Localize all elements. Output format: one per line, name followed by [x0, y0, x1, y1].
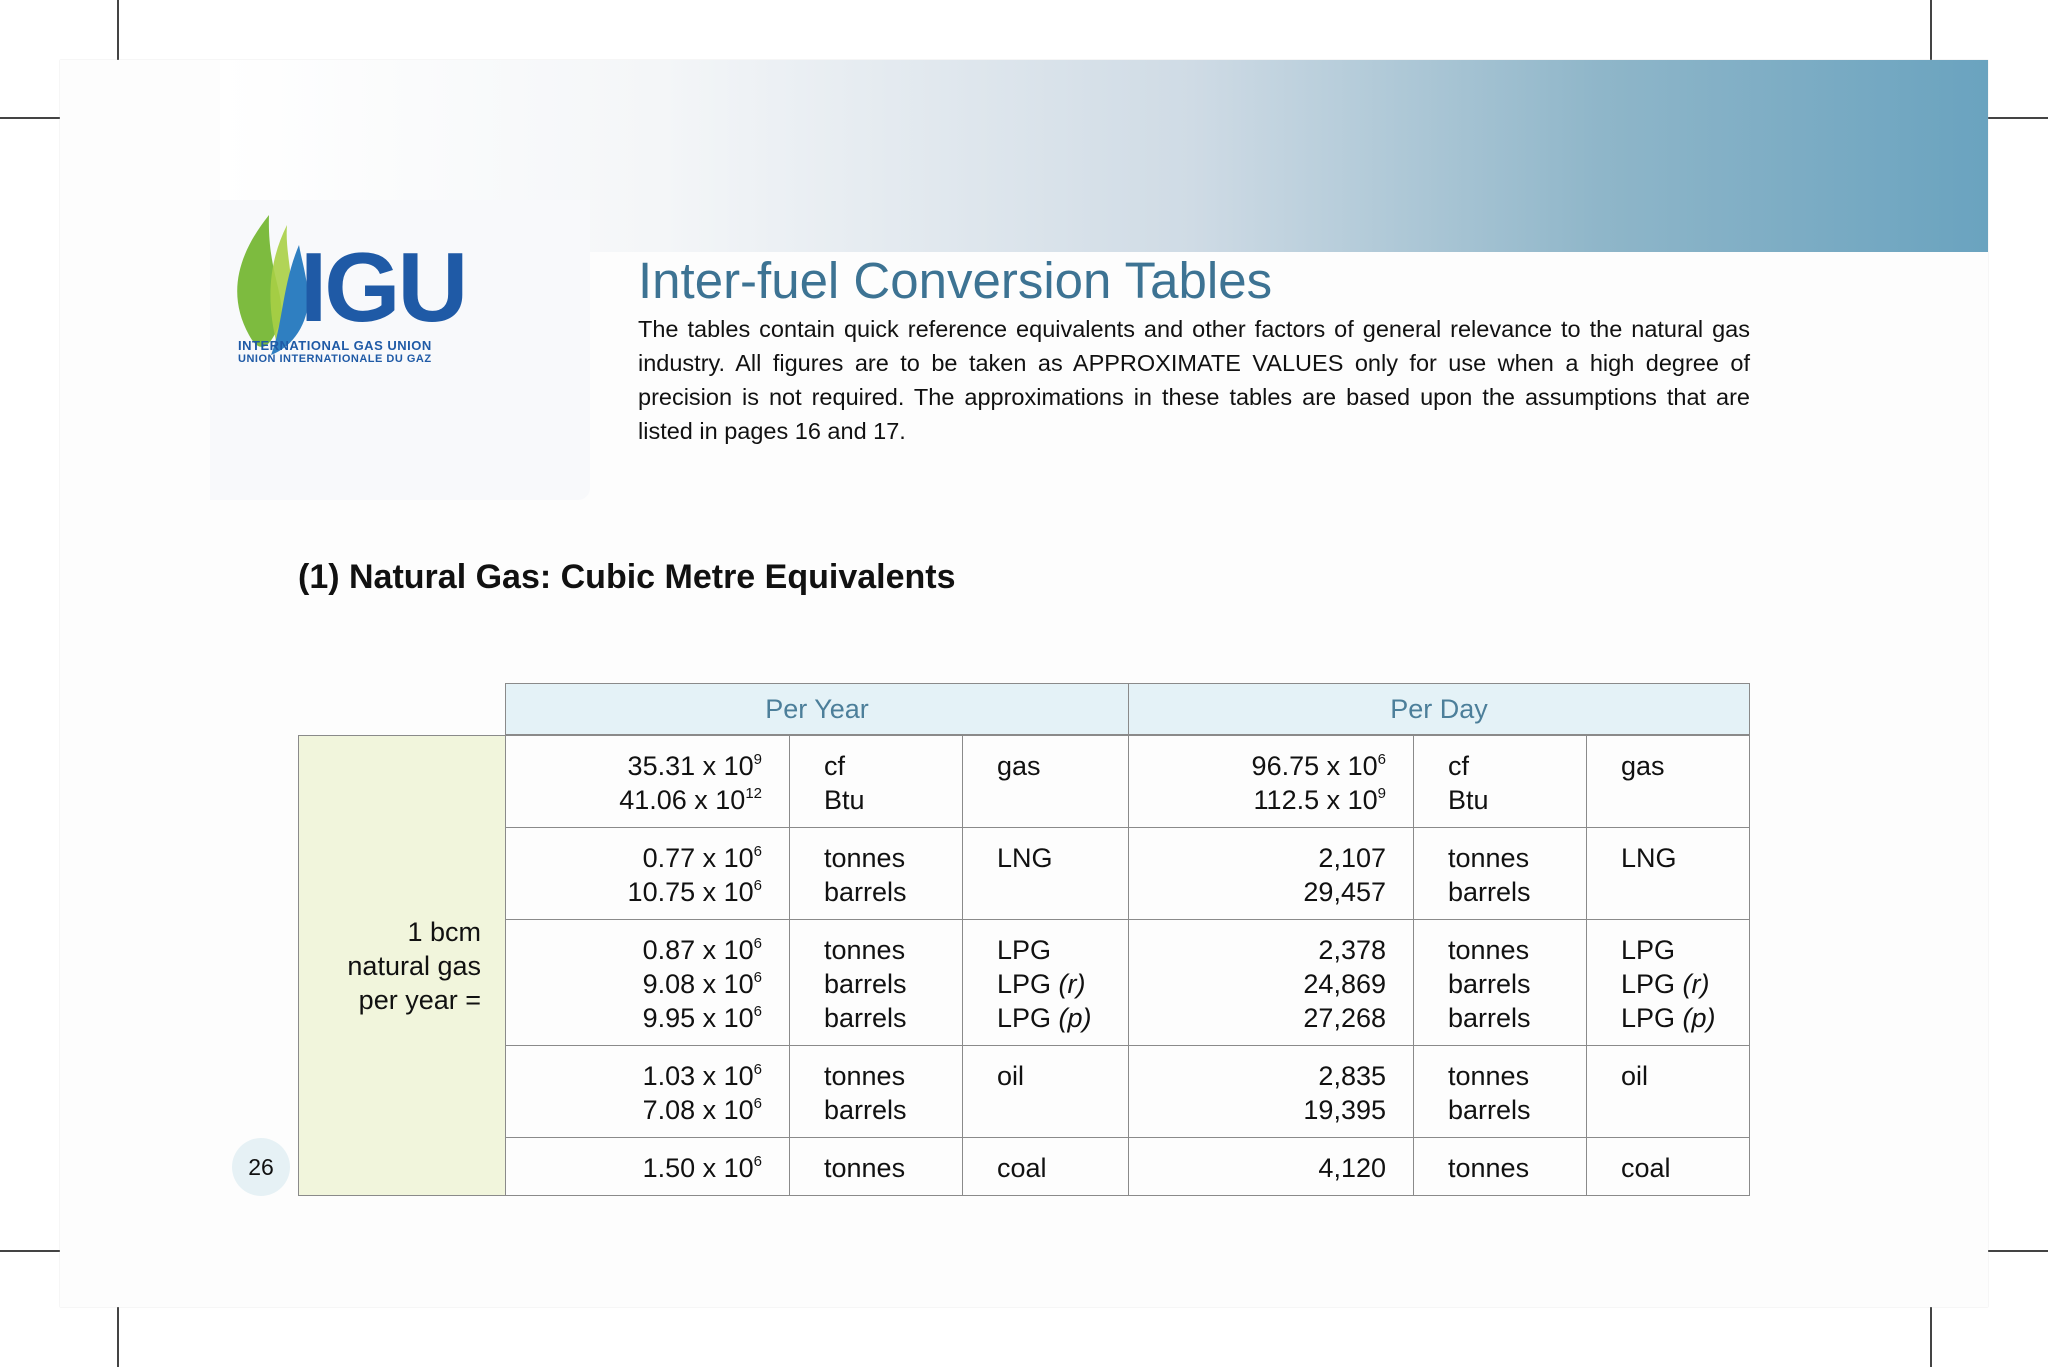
- cell-fuel: LPG (p): [997, 1003, 1092, 1033]
- cell-unit: cf: [1448, 751, 1470, 781]
- cell-unit: tonnes: [824, 1153, 906, 1183]
- cell-unit: tonnes: [1448, 843, 1530, 873]
- cell-value: 27,268: [1303, 1003, 1386, 1033]
- row-label-line: natural gas: [347, 950, 481, 981]
- per-day-value: [1129, 1138, 1414, 1196]
- cell-value: 4,120: [1318, 1153, 1386, 1183]
- per-year-unit: [790, 1138, 963, 1196]
- per-year-value: [506, 1138, 790, 1196]
- cell-fuel: gas: [1621, 751, 1665, 781]
- header-per-year: Per Year: [506, 684, 1129, 735]
- cell-fuel: coal: [997, 1153, 1047, 1183]
- per-day-fuel: [1587, 828, 1750, 920]
- per-day-unit: [1414, 828, 1587, 920]
- per-year-fuel: [963, 736, 1129, 828]
- cell-value: 9.95 x $10^6$: [642, 1003, 762, 1033]
- table-row: [299, 1046, 1750, 1138]
- section-title: (1) Natural Gas: Cubic Metre Equivalents: [298, 558, 956, 596]
- table-row: [299, 1138, 1750, 1196]
- per-day-fuel: [1587, 1046, 1750, 1138]
- per-year-unit: [790, 920, 963, 1046]
- cell-unit: tonnes: [1448, 935, 1530, 965]
- cell-fuel: LNG: [997, 843, 1053, 873]
- cell-fuel: LNG: [1621, 843, 1677, 873]
- cell-value: 1.03 x $10^6$: [642, 1061, 762, 1091]
- per-day-fuel: [1587, 736, 1750, 828]
- per-year-fuel: [963, 1046, 1129, 1138]
- per-day-unit: [1414, 1046, 1587, 1138]
- cell-fuel: gas: [997, 751, 1041, 781]
- per-day-unit: [1414, 1138, 1587, 1196]
- per-year-fuel: [963, 920, 1129, 1046]
- cell-fuel: oil: [1621, 1061, 1649, 1091]
- per-day-value: [1129, 1046, 1414, 1138]
- cell-value: 10.75 x $10^6$: [627, 877, 762, 907]
- cell-value: 7.08 x $10^6$: [642, 1095, 762, 1125]
- per-day-value: [1129, 920, 1414, 1046]
- cell-fuel: LPG (p): [1621, 1003, 1716, 1033]
- cell-unit: barrels: [824, 1095, 907, 1125]
- per-year-fuel: [963, 828, 1129, 920]
- page-title: Inter-fuel Conversion Tables: [638, 252, 1273, 309]
- per-year-value: [506, 920, 790, 1046]
- intro-paragraph: The tables contain quick reference equivalents and other factors of general relevance to the natural gas industry. All figures are to be taken as APPROXIMATE VALUES only for use when a high degree of precision is not required. The approximations in these tables are based upon the assumptions that are listed in pages 16 and 17.: [638, 316, 1750, 444]
- row-label-line: 1 bcm: [407, 916, 481, 947]
- conversion-table: [298, 683, 1750, 1196]
- cell-value: 24,869: [1303, 969, 1386, 999]
- cell-fuel: LPG: [997, 935, 1052, 965]
- table-corner: [299, 684, 506, 735]
- cell-fuel: LPG (r): [1621, 969, 1710, 999]
- cell-unit: barrels: [824, 877, 907, 907]
- logo-subtitle-en: INTERNATIONAL GAS UNION: [238, 338, 432, 353]
- cell-value: 0.77 x $10^6$: [642, 843, 762, 873]
- cell-value: 2,107: [1318, 843, 1386, 873]
- crop-mark: [0, 117, 60, 119]
- cell-unit: barrels: [1448, 969, 1531, 999]
- cell-unit: Btu: [824, 785, 865, 815]
- cell-unit: barrels: [1448, 1003, 1531, 1033]
- cell-unit: barrels: [824, 1003, 907, 1033]
- logo-subtitle-fr: UNION INTERNATIONALE DU GAZ: [238, 353, 432, 365]
- per-day-unit: [1414, 920, 1587, 1046]
- per-year-value: [506, 736, 790, 828]
- page-number: 26: [232, 1138, 290, 1196]
- per-year-value: [506, 828, 790, 920]
- per-day-fuel: [1587, 920, 1750, 1046]
- crop-mark: [1988, 1250, 2048, 1252]
- crop-mark: [117, 1307, 119, 1367]
- cell-value: 1.50 x $10^6$: [642, 1153, 762, 1183]
- cell-value: 2,378: [1318, 935, 1386, 965]
- row-label-line: per year =: [358, 984, 481, 1015]
- cell-unit: cf: [824, 751, 846, 781]
- igu-wordmark: IGU: [300, 232, 466, 342]
- table-row: [299, 828, 1750, 920]
- cell-value: 19,395: [1303, 1095, 1386, 1125]
- per-day-unit: [1414, 736, 1587, 828]
- per-day-value: [1129, 828, 1414, 920]
- cell-value: 41.06 x $10^{12}$: [619, 785, 762, 815]
- cell-unit: tonnes: [824, 843, 906, 873]
- cell-unit: barrels: [824, 969, 907, 999]
- per-year-unit: [790, 1046, 963, 1138]
- cell-fuel: oil: [997, 1061, 1025, 1091]
- cell-value: 35.31 x $10^9$: [627, 751, 762, 781]
- table-header-row: [299, 684, 1750, 735]
- cell-fuel: LPG: [1621, 935, 1676, 965]
- cell-value: 9.08 x $10^6$: [642, 969, 762, 999]
- table-row: [299, 920, 1750, 1046]
- crop-mark: [0, 1250, 60, 1252]
- per-day-value: [1129, 736, 1414, 828]
- table-row: [299, 736, 1750, 828]
- cell-unit: Btu: [1448, 785, 1489, 815]
- cell-value: 2,835: [1318, 1061, 1386, 1091]
- per-day-fuel: [1587, 1138, 1750, 1196]
- crop-mark: [1930, 0, 1932, 60]
- per-year-fuel: [963, 1138, 1129, 1196]
- per-year-unit: [790, 828, 963, 920]
- crop-mark: [1930, 1307, 1932, 1367]
- crop-mark: [1988, 117, 2048, 119]
- row-label-cell: [299, 736, 506, 1196]
- cell-unit: barrels: [1448, 877, 1531, 907]
- cell-fuel: coal: [1621, 1153, 1671, 1183]
- cell-unit: tonnes: [1448, 1153, 1530, 1183]
- cell-fuel: LPG (r): [997, 969, 1086, 999]
- cell-value: 29,457: [1303, 877, 1386, 907]
- cell-value: 96.75 x $10^6$: [1251, 751, 1386, 781]
- cell-unit: tonnes: [824, 935, 906, 965]
- per-year-value: [506, 1046, 790, 1138]
- cell-unit: barrels: [1448, 1095, 1531, 1125]
- crop-mark: [117, 0, 119, 60]
- header-per-day: Per Day: [1129, 684, 1750, 735]
- cell-value: 0.87 x $10^6$: [642, 935, 762, 965]
- per-year-unit: [790, 736, 963, 828]
- cell-unit: tonnes: [824, 1061, 906, 1091]
- cell-unit: tonnes: [1448, 1061, 1530, 1091]
- cell-value: 112.5 x $10^9$: [1253, 785, 1386, 815]
